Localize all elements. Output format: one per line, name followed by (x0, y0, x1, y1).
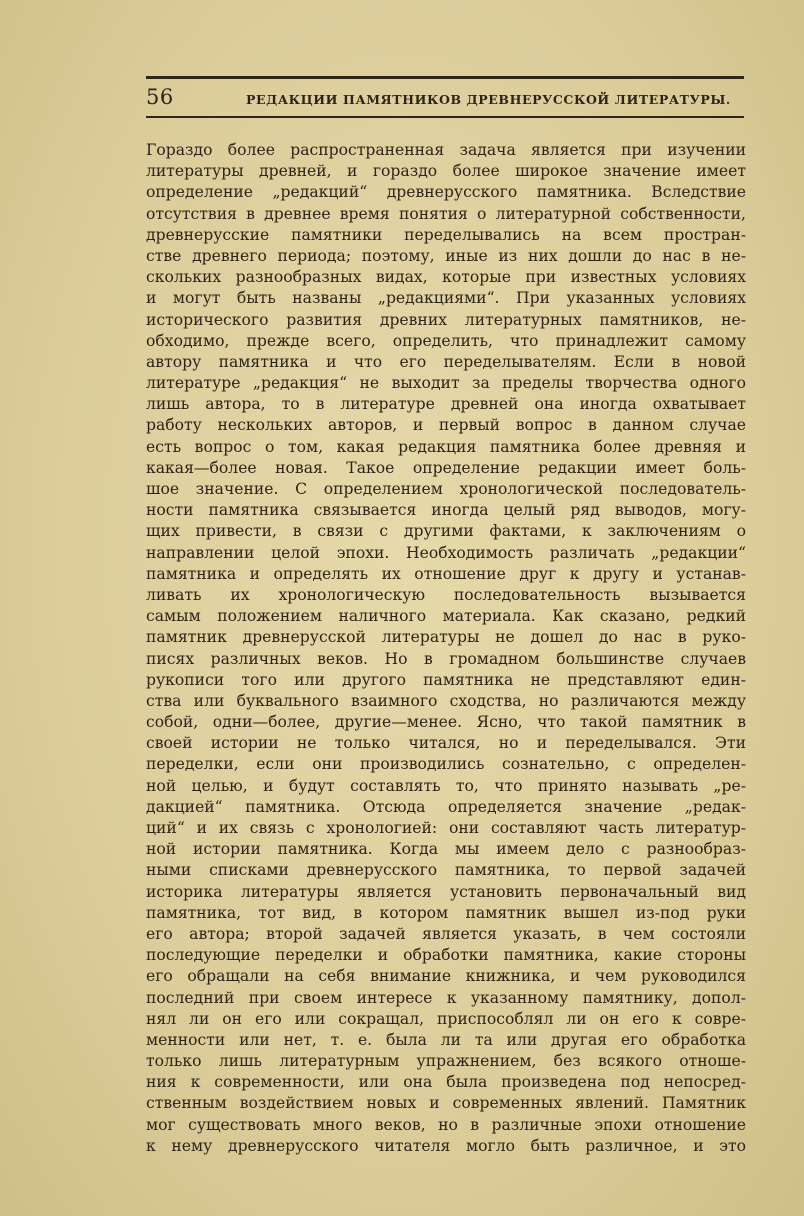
text-line: ния к современности, или она была произведена под непосред- (146, 1073, 746, 1092)
text-line: самым положением наличного материала. Как сказано, редкий (146, 607, 746, 626)
text-line: ной истории памятника. Когда мы имеем дело с разнообраз- (146, 840, 746, 859)
header-rule-top (146, 76, 744, 79)
text-line: только лишь литературным упражнением, без всякого отноше- (146, 1052, 746, 1071)
text-line: щих привести, в связи с другими фактами, к заключениям о (146, 522, 746, 541)
text-line: ций“ и их связь с хронологией: они составляют часть литератур- (146, 819, 746, 837)
text-line: лишь автора, то в литературе древней она иногда охватывает (146, 395, 746, 414)
text-line: есть вопрос о том, какая редакция памятника более древняя и (146, 437, 746, 456)
running-head: РЕДАКЦИИ ПАМЯТНИКОВ ДРЕВНЕРУССКОЙ ЛИТЕРАТУРЫ. (246, 92, 731, 107)
text-line: последующие переделки и обработки памятника, какие стороны (146, 946, 746, 965)
text-line: обходимо, прежде всего, определить, что принадлежит самому (146, 331, 746, 350)
text-line: своей истории не только читался, но и переделывался. Эти (146, 734, 746, 753)
text-line: его обращали на себя внимание книжника, и чем руководился (146, 967, 746, 986)
text-line: памятник древнерусской литературы не дошел до нас в руко- (146, 628, 746, 647)
text-line: памятника и определять их отношение друг к другу и устанав- (146, 564, 746, 583)
text-line: работу нескольких авторов, и первый вопрос в данном случае (146, 416, 746, 435)
text-line: ности памятника связывается иногда целый ряд выводов, могу- (146, 501, 746, 520)
text-line: собой, одни—более, другие—менее. Ясно, что такой памятник в (146, 713, 746, 732)
text-line: литературе „редакция“ не выходит за пределы творчества одного (146, 374, 746, 393)
text-line: памятника, тот вид, в котором памятник вышел из-под руки (146, 903, 746, 922)
text-line: автору памятника и что его переделывателям. Если в новой (146, 352, 746, 371)
body-text (146, 140, 746, 1157)
text-line: и могут быть названы „редакциями“. При указанных условиях (146, 289, 746, 308)
text-line: ной целью, и будут составлять то, что принято называть „ре- (146, 776, 746, 795)
text-line: шое значение. С определением хронологической последователь- (146, 480, 746, 498)
text-line: к нему древнерусского читателя могло быть различное, и это (146, 1136, 746, 1155)
text-line: ными списками древнерусского памятника, то первой задачей (146, 861, 746, 880)
text-line: мог существовать много веков, но в различные эпохи отношение (146, 1115, 746, 1134)
text-line: Гораздо более распространенная задача является при изучении (146, 141, 746, 159)
text-line: рукописи того или другого памятника не представляют един- (146, 670, 746, 689)
text-line: ства или буквального взаимного сходства, но различаются между (146, 691, 746, 710)
text-line: определение „редакций“ древнерусского памятника. Вследствие (146, 183, 746, 202)
page-number: 56 (146, 85, 174, 109)
text-line: переделки, если они производились сознательно, с определен- (146, 755, 746, 774)
text-line: последний при своем интересе к указанному памятнику, допол- (146, 988, 746, 1007)
text-line: дакцией“ памятника. Отсюда определяется значение „редак- (146, 797, 746, 816)
text-line: скольких разнообразных видах, которые при известных условиях (146, 268, 746, 287)
text-line: исторического развития древних литературных памятников, не- (146, 310, 746, 329)
text-line: отсутствия в древнее время понятия о литературной собственности, (146, 204, 746, 223)
text-line: его автора; второй задачей является указать, в чем состояли (146, 924, 746, 943)
text-line: древнерусские памятники переделывались на всем простран- (146, 225, 746, 244)
text-line: менности или нет, т. е. была ли та или другая его обработка (146, 1030, 746, 1049)
header-rule-bottom (146, 116, 744, 118)
text-line: стве древнего периода; поэтому, иные из них дошли до нас в не- (146, 246, 746, 265)
text-line: направлении целой эпохи. Необходимость различать „редакции“ (146, 543, 746, 562)
text-line: писях различных веков. Но в громадном большинстве случаев (146, 649, 746, 668)
text-line: литературы древней, и гораздо более широкое значение имеет (146, 162, 746, 181)
text-line: ственным воздействием новых и современных явлений. Памятник (146, 1094, 746, 1113)
text-line: историка литературы является установить первоначальный вид (146, 882, 746, 901)
text-line: какая—более новая. Такое определение редакции имеет боль- (146, 458, 746, 477)
text-line: ливать их хронологическую последовательность вызывается (146, 585, 746, 604)
text-line: нял ли он его или сокращал, приспособлял ли он его к совре- (146, 1009, 746, 1028)
